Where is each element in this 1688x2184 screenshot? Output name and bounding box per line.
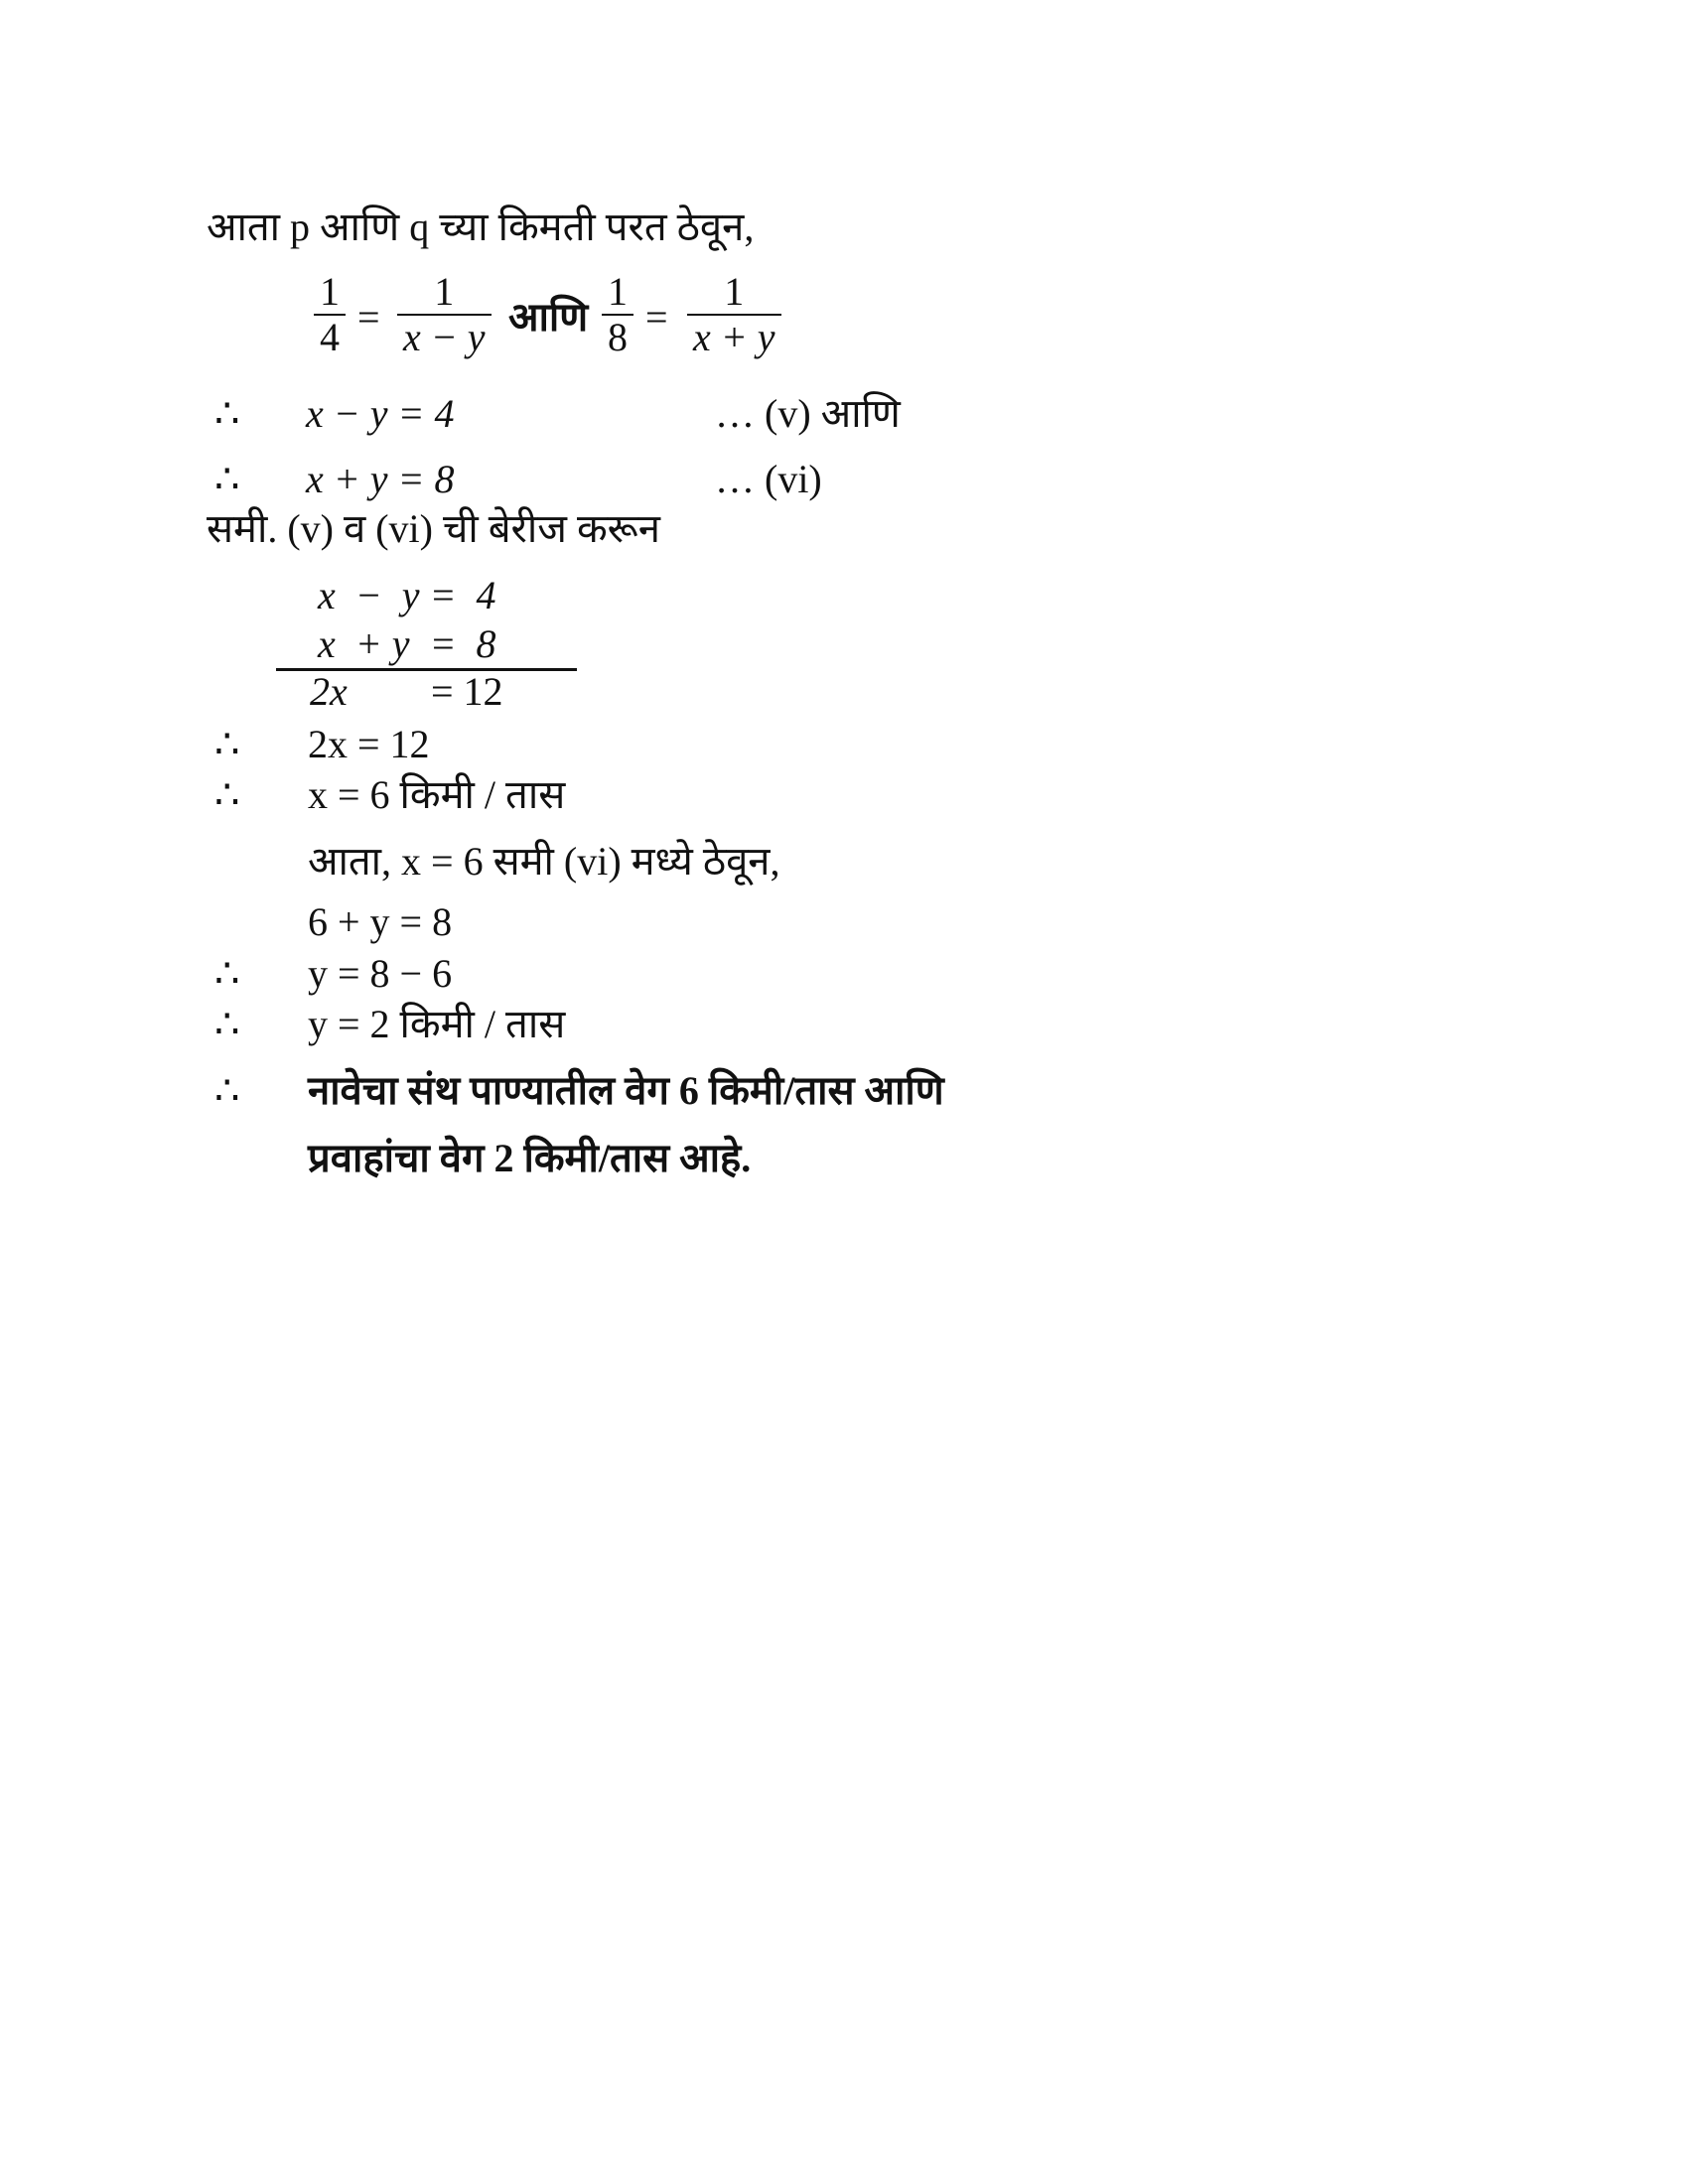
adding-instruction: समी. (v) व (vi) ची बेरीज करून [207, 506, 660, 551]
fraction-1-8 [602, 270, 633, 359]
equals-sign: = [645, 295, 668, 340]
fraction-1-x-minus-y [397, 270, 492, 359]
denominator: 4 [320, 315, 340, 359]
equation-vi: x + y = 8 [306, 457, 455, 501]
conclusion-line-2: प्रवाहांचा वेग 2 किमी/तास आहे. [308, 1136, 752, 1180]
sum-result-left: 2x [310, 669, 348, 714]
denominator: x − y [403, 315, 486, 359]
numerator: 1 [608, 269, 628, 314]
step-text: y = 8 − 6 [308, 951, 453, 996]
step-text: 2x = 12 [308, 722, 430, 766]
fraction-1-4 [314, 270, 346, 359]
therefore-symbol: ∴ [214, 391, 240, 436]
denominator: x + y [693, 315, 775, 359]
equation-v-tag: … (v) आणि [715, 391, 901, 436]
and-word: आणि [508, 295, 589, 340]
sum-result-right: = 12 [431, 669, 503, 714]
fraction-1-x-plus-y [687, 270, 781, 359]
step-symbol: ∴ [214, 951, 240, 996]
conclusion-line-1: नावेचा संथ पाण्यातील वेग 6 किमी/तास आणि [308, 1068, 944, 1113]
sum-row-1: x − y = 4 [318, 573, 496, 617]
equation-v: x − y = 4 [306, 391, 455, 436]
numerator: 1 [724, 269, 745, 314]
step-text: 6 + y = 8 [308, 899, 453, 944]
step-text: y = 2 किमी / तास [308, 1002, 566, 1046]
therefore-symbol: ∴ [214, 457, 240, 501]
step-text: x = 6 किमी / तास [308, 772, 566, 817]
numerator: 1 [320, 269, 340, 314]
intro-text: आता p आणि q च्या किमती परत ठेवून, [207, 205, 755, 249]
sum-row-2: x + y = 8 [318, 621, 496, 666]
denominator: 8 [608, 315, 628, 359]
equation-vi-tag: … (vi) [715, 457, 822, 501]
step-symbol: ∴ [214, 772, 240, 817]
step-symbol: ∴ [214, 1002, 240, 1046]
step-symbol: ∴ [214, 722, 240, 766]
equals-sign: = [357, 295, 380, 340]
conclusion-symbol: ∴ [214, 1068, 240, 1113]
numerator: 1 [434, 269, 455, 314]
step-text: आता, x = 6 समी (vi) मध्ये ठेवून, [308, 839, 780, 884]
